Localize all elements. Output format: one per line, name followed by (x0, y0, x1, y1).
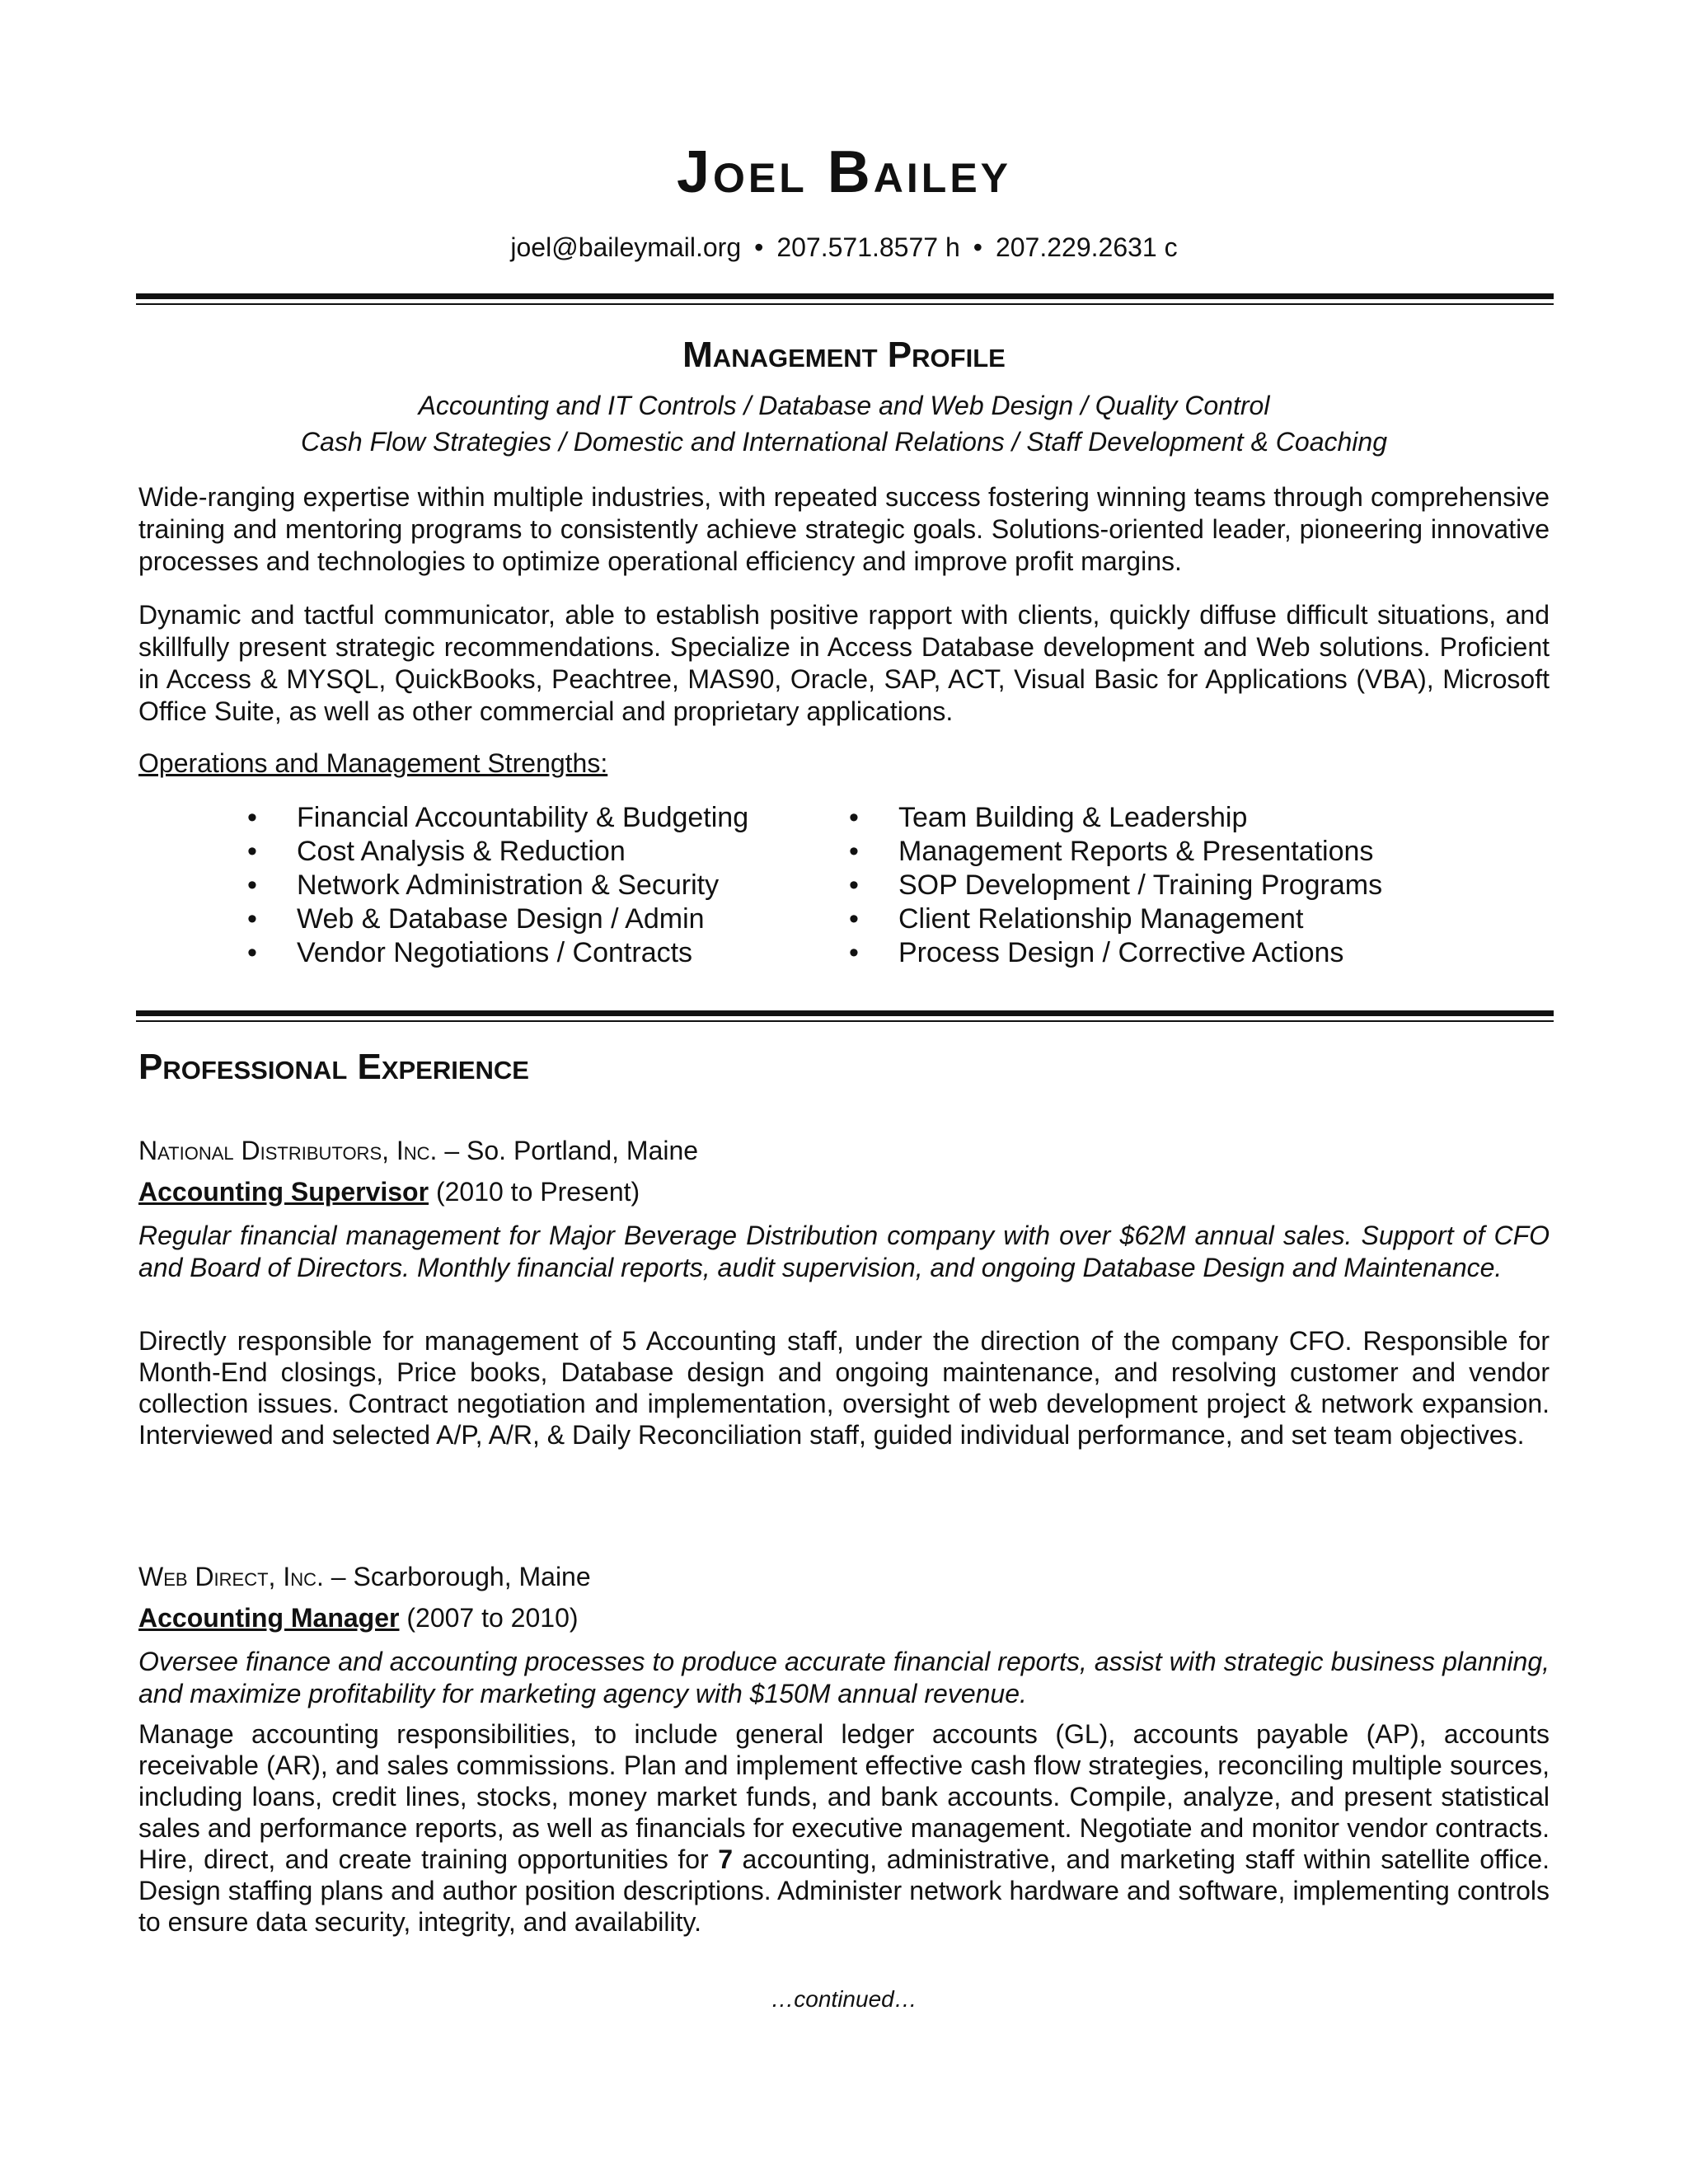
job-summary: Oversee finance and accounting processes to produce accurate financial reports, assist with strategic business planning, and maximize profitability for marketing agency with $150M annual revenue. (138, 1647, 1550, 1708)
profile-paragraph-1: Wide-ranging expertise within multiple industries, with repeated success fostering winning teams through comprehensive training and mentoring programs to consistently achieve strategic goals. Solutions-oriented leader, pioneering innovative processes and technologies to optimize operational efficiency and improve profit margins. (138, 482, 1550, 576)
strengths-list-right (849, 801, 1382, 970)
strength-label: Team Building & Leadership (898, 802, 1248, 833)
bullet-icon: • (247, 869, 257, 901)
staff-count: 7 (718, 1844, 733, 1874)
rule-thick (136, 293, 1554, 299)
strength-label: Web & Database Design / Admin (297, 903, 705, 935)
bullet-icon: • (247, 836, 257, 867)
strength-label: Process Design / Corrective Actions (898, 937, 1344, 968)
bullet-icon: • (849, 802, 859, 833)
company-name: Web Direct, Inc. (138, 1562, 324, 1591)
double-rule (136, 293, 1554, 305)
list-item (247, 936, 748, 970)
cell-phone: 207.229.2631 c (995, 232, 1178, 262)
strength-label: Cost Analysis & Reduction (297, 836, 626, 867)
job-details: Directly responsible for management of 5 Accounting staff, under the direction of the company CFO. Responsible for Month-End closings, Price books, Database design and ongoing maintenance, and resolving customer and vendor collection issues. Contract negotiation and implementation, oversight of web development project & network expansion. Interviewed and selected A/P, A/R, & Daily Reconciliation staff, guided individual performance, and set team objectives. (138, 1326, 1550, 1450)
list-item (247, 801, 748, 835)
separator-bullet: • (973, 232, 982, 262)
continued-note: …continued… (771, 1986, 917, 2012)
job-details-text: accounting, administrative, and marketing staff within satellite office. Design staffing plans and author position descriptions. Administer network hardware and software, implementing controls to ensure data security, integrity, and availability. (138, 1844, 1550, 1937)
profile-paragraph-2: Dynamic and tactful communicator, able to establish positive rapport with clients, quickly diffuse difficult situations, and skillfully present strategic recommendations. Specialize in Access Database development and Web solutions. Proficient in Access & MYSQL, QuickBooks, Peachtree, MAS90, Oracle, SAP, ACT, Visual Basic for Applications (VBA), Microsoft Office Suite, as well as other commercial and proprietary applications. (138, 600, 1550, 726)
list-item (849, 936, 1382, 970)
strength-label: Client Relationship Management (898, 903, 1304, 935)
bullet-icon: • (247, 802, 257, 833)
strength-label: SOP Development / Training Programs (898, 869, 1383, 901)
list-item (849, 835, 1382, 869)
focus-areas-line-1: Accounting and IT Controls / Database and Web Design / Quality Control (418, 391, 1270, 420)
company-line (138, 1136, 698, 1166)
job-title: Accounting Supervisor (138, 1177, 429, 1207)
company-location: – So. Portland, Maine (437, 1136, 699, 1165)
job-dates: (2007 to 2010) (399, 1603, 579, 1633)
professional-experience-title: Professional Experience (138, 1047, 529, 1087)
candidate-name: Joel Bailey (676, 139, 1012, 205)
rule-thin (136, 1020, 1554, 1022)
strengths-heading: Operations and Management Strengths: (138, 748, 608, 778)
list-item (247, 835, 748, 869)
separator-bullet: • (754, 232, 764, 262)
list-item (849, 801, 1382, 835)
rule-thin (136, 303, 1554, 305)
bullet-icon: • (849, 836, 859, 867)
bullet-icon: • (849, 937, 859, 968)
contact-line (0, 232, 1688, 263)
double-rule (136, 1010, 1554, 1022)
bullet-icon: • (247, 903, 257, 935)
strength-label: Financial Accountability & Budgeting (297, 802, 749, 833)
home-phone: 207.571.8577 h (776, 232, 960, 262)
bullet-icon: • (247, 937, 257, 968)
management-profile-title: Management Profile (682, 335, 1006, 375)
job-details-text: Manage accounting responsibilities, to include general ledger accounts (GL), accounts payable (AP), accounts receivable (AR), and sales commissions. Plan and implement effective cash flow strategies, reconciling multiple sources, including loans, credit lines, stocks, money market funds, and bank accounts. Compile, analyze, and present statistical sales and performance reports, as well as financials for executive management. Negotiate and monitor vendor contracts. Hire, direct, and create training opportunities for (138, 1719, 1550, 1874)
job-title: Accounting Manager (138, 1603, 400, 1633)
bullet-icon: • (849, 903, 859, 935)
job-dates: (2010 to Present) (429, 1177, 640, 1207)
email[interactable]: joel@baileymail.org (510, 232, 742, 262)
rule-thick (136, 1010, 1554, 1016)
job-title-line (138, 1177, 640, 1207)
list-item (849, 902, 1382, 936)
strength-label: Network Administration & Security (297, 869, 720, 901)
strength-label: Management Reports & Presentations (898, 836, 1374, 867)
list-item (849, 869, 1382, 902)
job-title-line (138, 1603, 579, 1633)
list-item (247, 869, 748, 902)
focus-areas-line-2: Cash Flow Strategies / Domestic and International Relations / Staff Development & Coaching (301, 427, 1387, 457)
strength-label: Vendor Negotiations / Contracts (297, 937, 693, 968)
job-summary: Regular financial management for Major Beverage Distribution company with over $62M annual sales. Support of CFO and Board of Directors. Monthly financial reports, audit supervision, and ongoing Database Design and Maintenance. (138, 1221, 1550, 1282)
strengths-list-left (247, 801, 748, 970)
company-location: – Scarborough, Maine (323, 1562, 591, 1591)
bullet-icon: • (849, 869, 859, 901)
list-item (247, 902, 748, 936)
company-line (138, 1562, 591, 1592)
company-name: National Distributors, Inc. (138, 1136, 438, 1165)
job-details (138, 1718, 1550, 1938)
